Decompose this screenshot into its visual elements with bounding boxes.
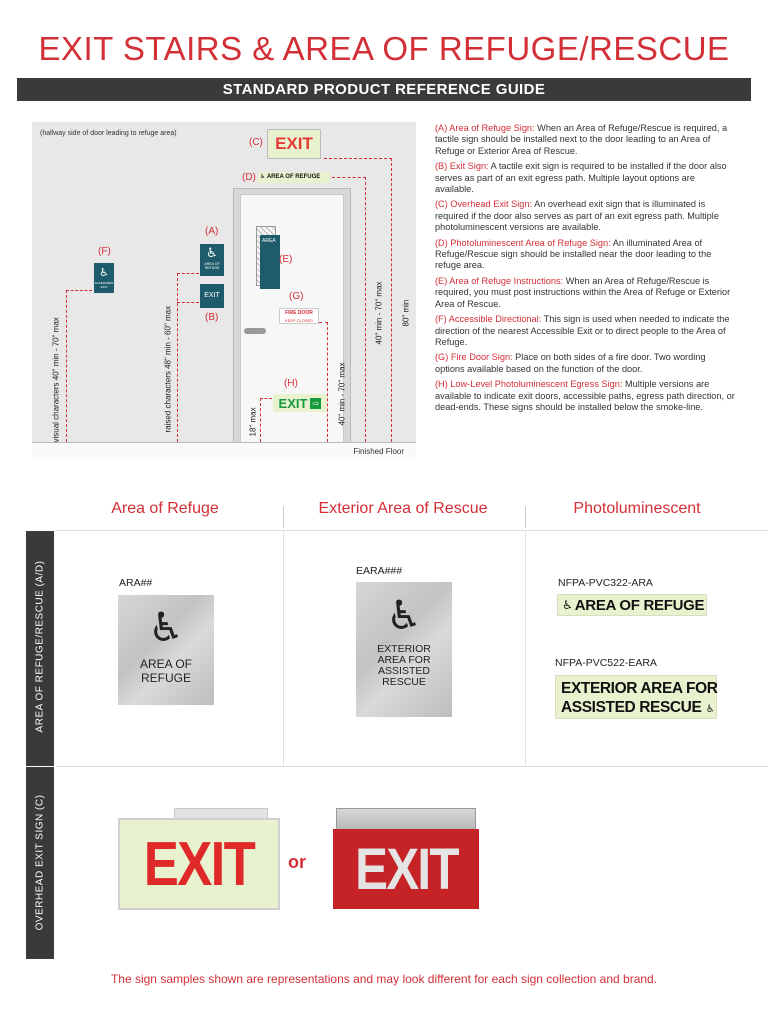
label-h: (H) (284, 378, 298, 389)
photoluminescent-area-sign-small (258, 172, 330, 183)
label-d: (D) (242, 172, 256, 183)
accessible-exit-small-text: ACCESSIBLE EXIT (94, 281, 114, 289)
product-code-ara: ARA## (119, 577, 153, 589)
desc-b: (B) Exit Sign: A tactile exit sign is required to be installed if the door also serves as part of an exit egress path. Multiple layout options are available. (435, 161, 727, 195)
desc-d: (D) Photoluminescent Area of Refuge Sign: An illuminated Area of Refuge/Rescue sign should be installed near the door leading to the refuge area. (435, 237, 712, 271)
column-header-photoluminescent: Photoluminescent (573, 500, 701, 517)
dim-visual: visual characters 40" min - 70" max (51, 317, 61, 443)
low-level-exit-text: EXIT (278, 395, 308, 411)
dim-h-max: 18" max (248, 407, 258, 437)
sign-descriptions (435, 123, 735, 417)
wheelchair-icon: ♿ (99, 267, 109, 279)
fire-door-sign-small (279, 308, 319, 324)
label-b: (B) (205, 312, 219, 323)
dim-d-range: 40" min - 70" max (374, 281, 384, 345)
desc-f: (F) Accessible Directional: This sign is used when needed to indicate the direction of the nearest Accessible Exit or to direct people to the Area of Refuge. (435, 314, 730, 347)
desc-h: (H) Low-Level Photoluminescent Egress Sign: Multiple versions are available to indicate exit doors, accessible paths, egress path direction, or dead-ends. These signs should be installed below the smoke-line. (435, 379, 735, 412)
pvc522-line2-wrap (561, 698, 715, 717)
dim-raised: raised characters 48" min - 60" max (163, 305, 173, 433)
label-e: (E) (279, 254, 293, 265)
overhead-exit-sign-small (267, 129, 321, 159)
product-code-pvc522: NFPA-PVC522-EARA (555, 657, 657, 669)
installation-illustration (32, 122, 416, 460)
row-label-overhead-exit: OVERHEAD EXIT SIGN (C) (34, 794, 46, 931)
instructions-sign-text: AREA (262, 238, 276, 244)
guide-line-g (319, 322, 328, 442)
eara-sign-line2: AREA FOR (377, 654, 431, 666)
exit-sign-photoluminescent (118, 818, 280, 910)
desc-a: (A) Area of Refuge Sign: When an Area of Refuge/Rescue is required, a tactile sign should be installed next to the door leading to an Area of Refuge or Exterior Area of Rescue. (435, 123, 728, 156)
row-label-area-of-refuge: AREA OF REFUGE/RESCUE (A/D) (34, 560, 46, 733)
ara-sign (118, 595, 214, 705)
dim-g-range: 40" min - 70" max (337, 362, 347, 426)
door-handle (244, 328, 266, 334)
column-header-area-of-refuge: Area of Refuge (111, 500, 219, 517)
fire-door-text: FIRE DOOR (285, 310, 313, 316)
footer-disclaimer: The sign samples shown are representations and may look different for each sign collection and brand. (110, 972, 658, 986)
row-divider (56, 766, 768, 767)
product-code-pvc322: NFPA-PVC322-ARA (558, 577, 653, 589)
exit-sign-left-text: EXIT (143, 829, 255, 899)
pvc322-sign (557, 594, 707, 616)
overhead-exit-text: EXIT (275, 134, 313, 153)
exit-sign-red (333, 829, 479, 909)
cell-divider (525, 531, 526, 766)
accessible-directional-sign-small (94, 263, 114, 293)
illustration-note: (hallway side of door leading to refuge area) (40, 130, 177, 137)
wheelchair-icon: ♿ (206, 245, 218, 260)
or-text: or (288, 852, 306, 872)
tactile-area-sign-small-text: AREA OF REFUGE (204, 262, 220, 270)
eara-sign-line1: EXTERIOR (377, 643, 431, 655)
guide-line-f (66, 290, 92, 442)
column-separator (525, 506, 526, 528)
desc-c: (C) Overhead Exit Sign: An overhead exit sign that is illuminated is required if the door also serves as part of an exit egress path. Multiple photoluminescent versions are available. (435, 199, 719, 233)
running-man-icon: ⇨ (310, 398, 321, 409)
label-f: (F) (98, 246, 111, 257)
page-title: EXIT STAIRS & AREA OF REFUGE/RESCUE (38, 30, 730, 67)
guide-line-a2 (177, 302, 199, 303)
floor-label: Finished Floor (353, 447, 404, 456)
guide-line-a (177, 273, 199, 442)
guide-line-h (260, 398, 272, 442)
desc-e: (E) Area of Refuge Instructions: When an Area of Refuge/Rescue is required, you must post instructions within the Area of Refuge or Exterior Area of Rescue. (435, 275, 731, 309)
product-code-eara: EARA### (356, 565, 403, 577)
wheelchair-icon: ♿ (562, 598, 573, 612)
wheelchair-icon: ♿ (705, 704, 715, 715)
ara-sign-line1: AREA OF (139, 657, 192, 671)
pvc522-text-line2: ASSISTED RESCUE (561, 699, 702, 716)
exit-sign-right-mount (336, 808, 476, 830)
dim-d-min: 80" min (401, 299, 411, 327)
exit-sign-right-text: EXIT (354, 836, 458, 902)
eara-sign (356, 582, 452, 717)
tactile-exit-sign-small: EXIT (200, 284, 224, 308)
column-header-exterior-area: Exterior Area of Rescue (318, 500, 488, 517)
label-a: (A) (205, 226, 219, 237)
tactile-area-sign-small (200, 244, 224, 276)
eara-sign-line3: ASSISTED (378, 665, 430, 677)
wheelchair-icon: ♿ (386, 594, 422, 638)
column-separator (283, 506, 284, 528)
label-c: (C) (249, 137, 263, 148)
pvc522-text-line1: EXTERIOR AREA FOR (561, 680, 718, 697)
label-g: (G) (289, 291, 304, 302)
subtitle-bar: STANDARD PRODUCT REFERENCE GUIDE (17, 78, 751, 101)
d-sign-text: AREA OF REFUGE (266, 174, 321, 180)
pvc522-sign (555, 675, 717, 719)
wheelchair-icon: ♿ (148, 606, 184, 650)
desc-g: (G) Fire Door Sign: Place on both sides of a fire door. Two wording options available based on the function of the door. (435, 352, 706, 374)
eara-sign-line4: RESCUE (382, 676, 426, 688)
wheelchair-icon: ♿ (260, 174, 266, 180)
pvc322-text: AREA OF REFUGE (574, 596, 705, 614)
fire-door-subtext: KEEP CLOSED (284, 318, 314, 323)
table-top-rule (56, 530, 768, 531)
cell-divider (283, 531, 284, 766)
ara-sign-line2: REFUGE (140, 671, 191, 685)
